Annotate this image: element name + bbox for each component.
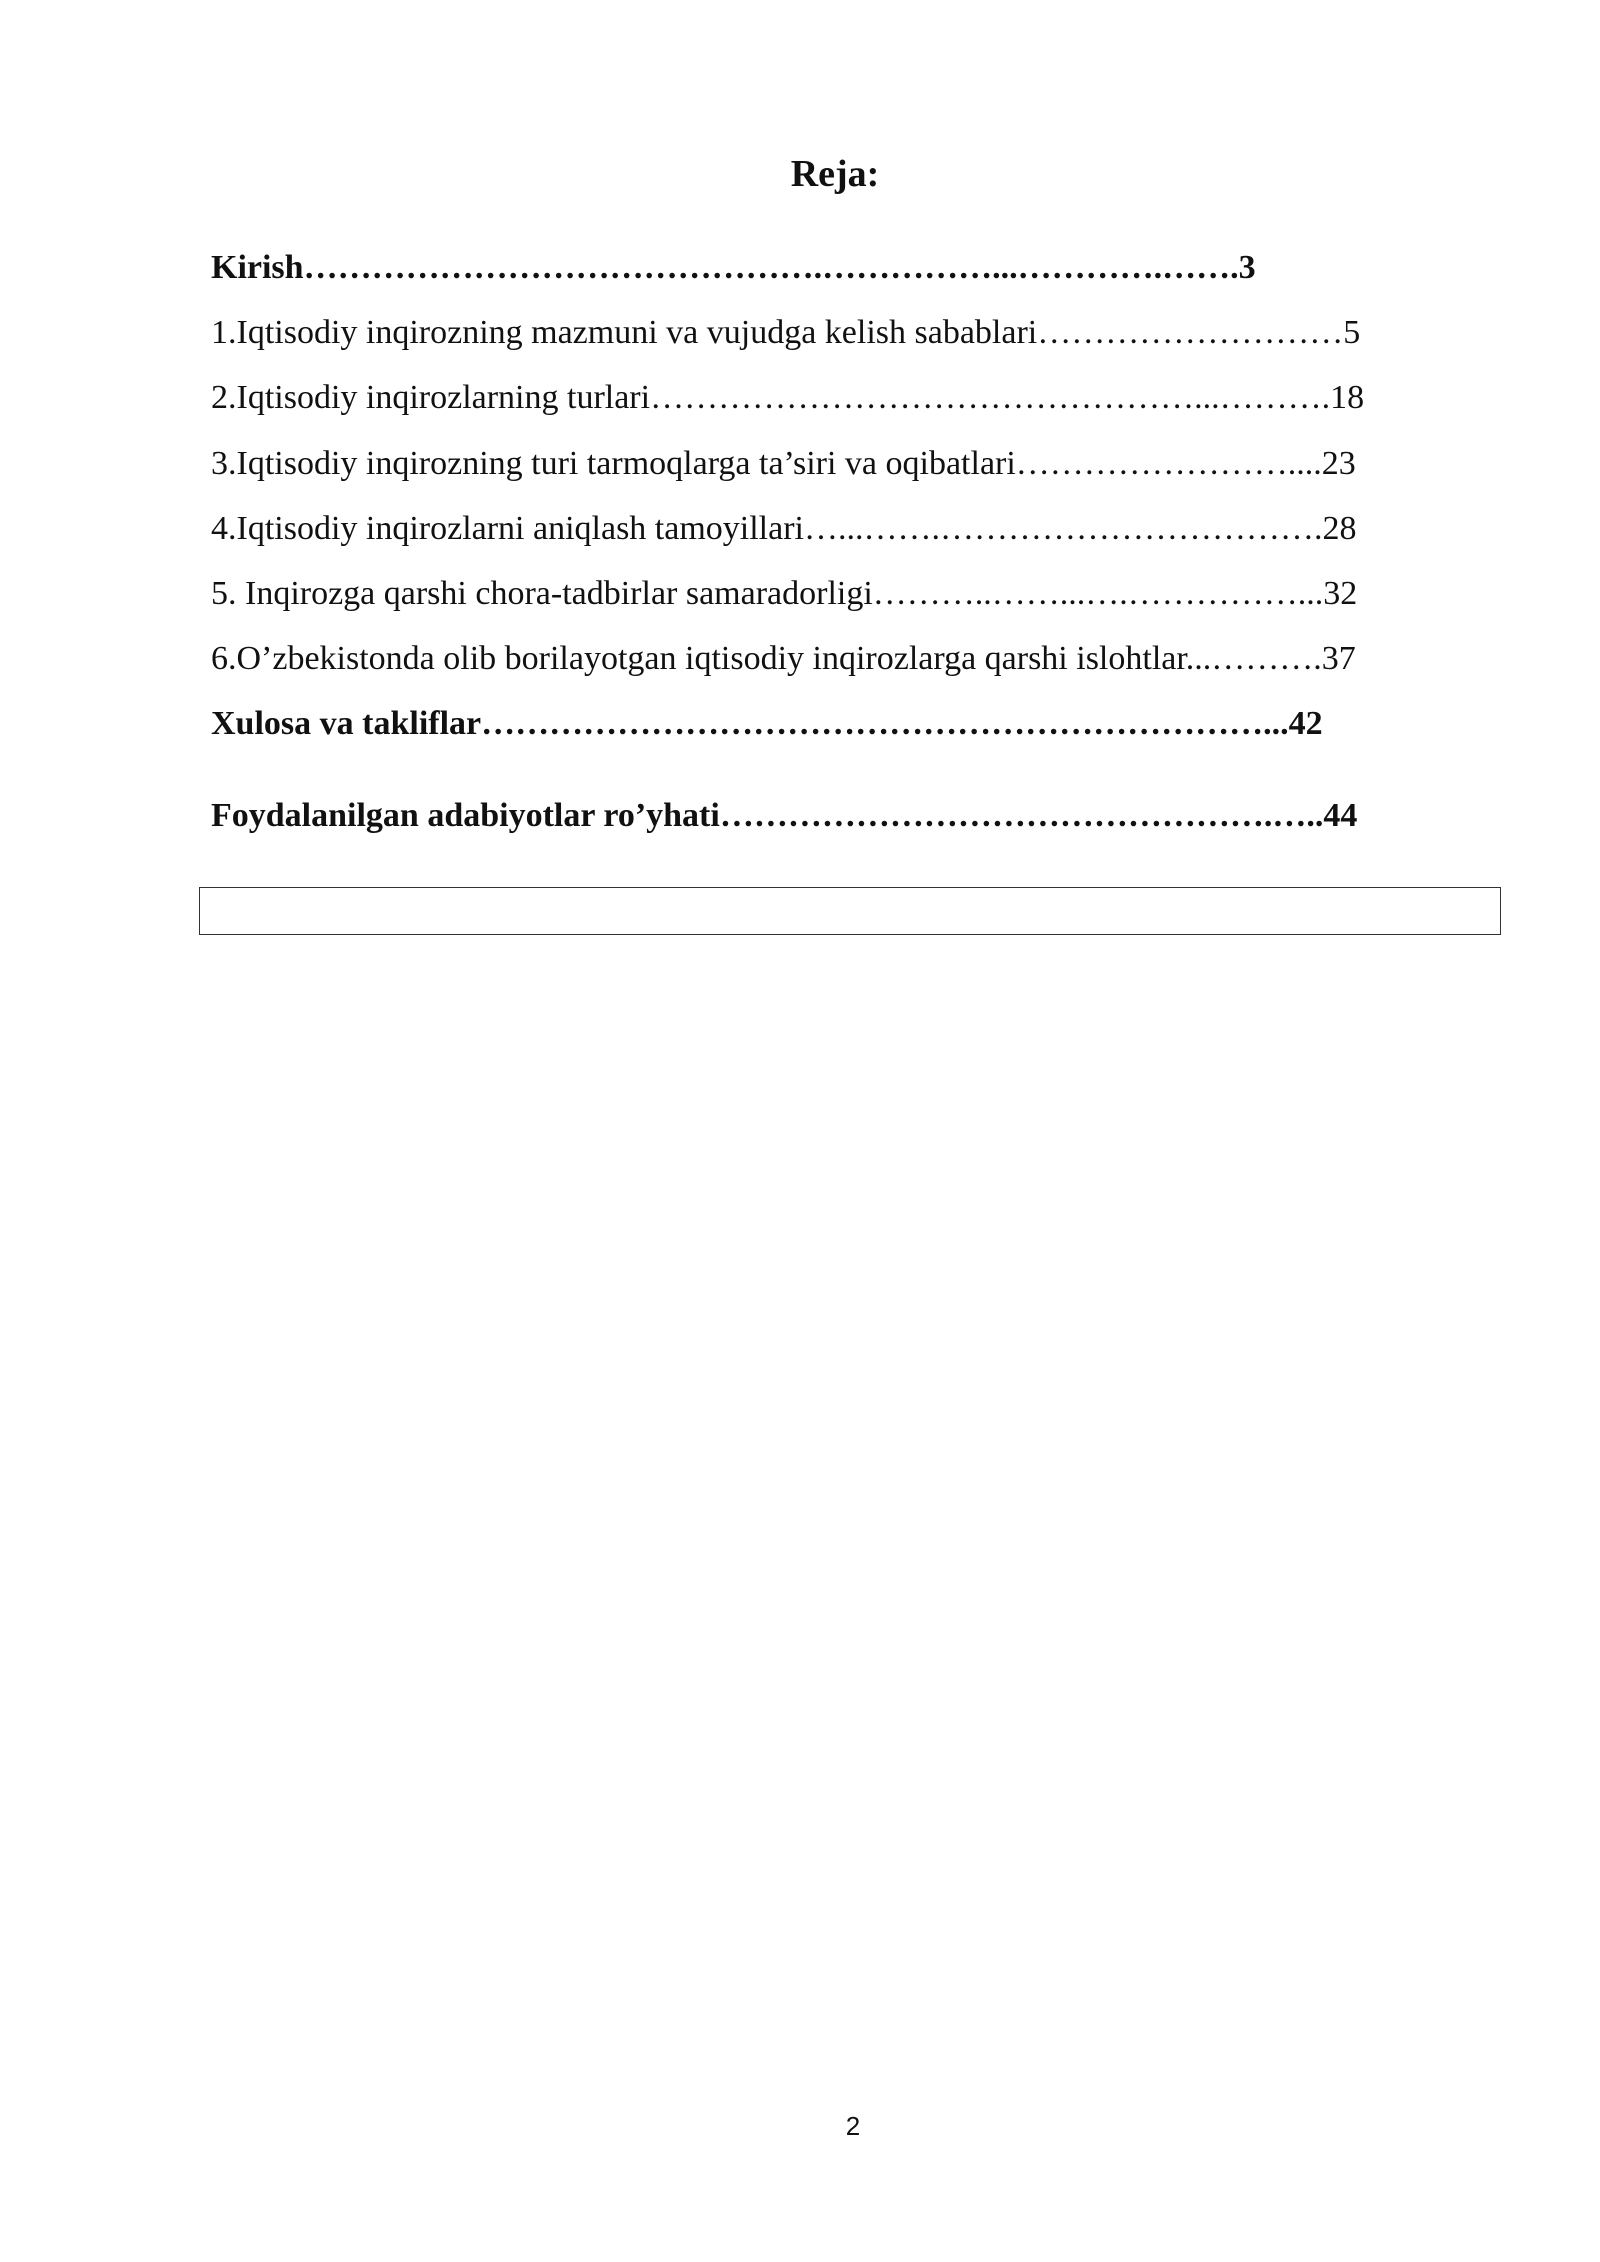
toc-entry-5: 5. Inqirozga qarshi chora-tadbirlar samaradorligi………..……...….……………...32 [211,575,1358,612]
toc-entry-3: 3.Iqtisodiy inqirozning turi tarmoqlarga ta’siri va oqibatlari……………………....23 [211,445,1356,482]
toc-entry-xulosa: Xulosa va takliflar……………………………………………………………...42 [211,705,1323,742]
toc-entry-6: 6.O’zbekistonda olib borilayotgan iqtisodiy inqirozlarga qarshi islohtlar...……….37 [211,640,1356,677]
toc-entry-4: 4.Iqtisodiy inqirozlarni aniqlash tamoyillari…...…….…………………………….28 [211,510,1357,547]
toc-entry-2: 2.Iqtisodiy inqirozlarning turlari…………………………………………...……….18 [211,379,1365,416]
empty-frame [199,887,1501,935]
toc-entry-kirish: Kirish……………………………………….……………...………….…….3 [211,249,1256,286]
toc-entry-1: 1.Iqtisodiy inqirozning mazmuni va vujudga kelish sabablari………………………5 [211,314,1361,351]
toc-entry-adabiyotlar: Foydalanilgan adabiyotlar ro’yhati………………………………………….…..44 [211,797,1358,834]
page-number: 2 [845,2111,861,2141]
page-title: Reja: [790,153,880,195]
